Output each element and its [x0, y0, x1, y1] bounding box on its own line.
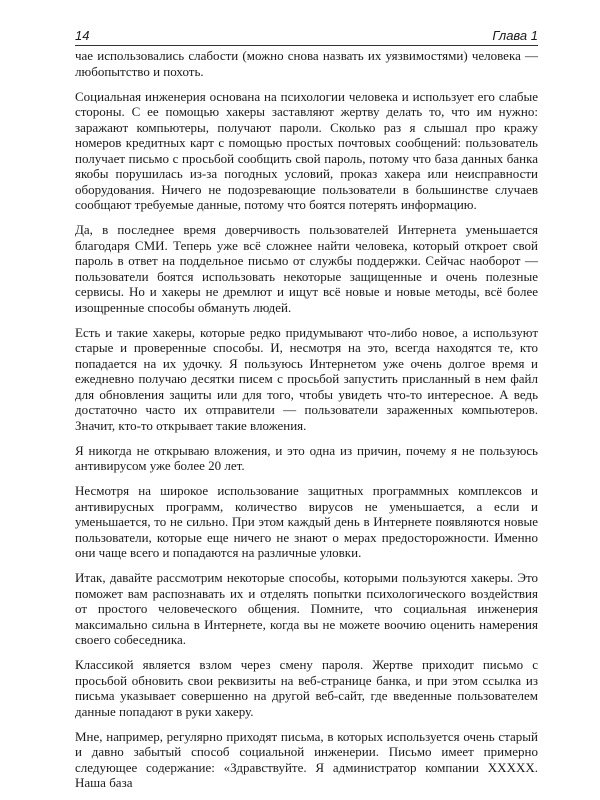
paragraph: Итак, давайте рассмотрим некоторые способы, которыми пользуются хакеры. Это поможет вам распознавать их и отделять попытки психологического воздействия от простого человеческого общения. Помните, что социальная инженерия максимально сильна в Интернете, когда вы не можете воочию оценить намерения своего собеседника. [75, 570, 538, 647]
paragraph: Несмотря на широкое использование защитных программных комплексов и антивирусных программ, количество вирусов не уменьшается, а если и уменьшается, то не сильно. При этом каждый день в Интернете появляются новые пользователи, которые еще ничего не знают о мерах предосторожности. Именно они чаще всего и попадаются на различные уловки. [75, 483, 538, 560]
paragraph: Есть и такие хакеры, которые редко придумывают что-либо новое, а используют старые и проверенные способы. И, несмотря на это, всегда находятся те, кто попадается на их удочку. Я пользуюсь Интернетом уже очень долгое время и ежедневно получаю десятки писем с просьбой запустить присланный в нем файл для обновления защиты или для того, чтобы увидеть что-то интересное. А ведь достаточно часто их отправители — пользователи зараженных компьютеров. Значит, кто-то открывает такие вложения. [75, 324, 538, 433]
paragraph: Социальная инженерия основана на психологии человека и использует его слабые стороны. С ее помощью хакеры заставляют жертву делать то, что им нужно: заражают компьютеры, получают пароли. Сколько раз я слышал про кражу номеров кредитных карт с помощью простых почтовых сообщений: пользователь получает письмо с просьбой сообщить свой пароль, потому что база данных банка якобы порушилась из-за погодных условий, проказ хакера или неисправности оборудования. Ничего не подозревающие пользователи в большинстве случаев сообщают требуемые данные, потому что боятся потерять информацию. [75, 88, 538, 212]
chapter-label: Глава 1 [492, 28, 538, 43]
paragraph: Классикой является взлом через смену пароля. Жертве приходит письмо с просьбой обновить свои реквизиты на веб-странице банка, и при этом ссылка из письма указывает совершенно на другой веб-сайт, где введенные пользователем данные попадают в руки хакеру. [75, 657, 538, 719]
body-text [75, 48, 538, 800]
paragraph: Я никогда не открываю вложения, и это одна из причин, почему я не пользуюсь антивирусом уже более 20 лет. [75, 442, 538, 473]
book-page [75, 0, 538, 790]
paragraph: Мне, например, регулярно приходят письма, в которых используется очень старый и давно забытый способ социальной инженерии. Письмо имеет примерно следующее содержание: «Здравствуйте. Я администратор компании ХХХХХ. Наша база [75, 728, 538, 790]
header-rule [75, 45, 538, 46]
page-number: 14 [75, 28, 90, 43]
paragraph: чае использовались слабости (можно снова назвать их уязвимостями) человека — любопытство и похоть. [75, 48, 538, 79]
running-head [75, 26, 538, 46]
paragraph: Да, в последнее время доверчивость пользователей Интернета уменьшается благодаря СМИ. Теперь уже всё сложнее найти человека, который откроет свой пароль в ответ на поддельное письмо от службы поддержки. Сейчас наоборот — пользователи боятся использовать некоторые защищенные и очень полезные сервисы. Но и хакеры не дремлют и ищут всё новые и новые методы, всё более изощренные способы обмануть людей. [75, 222, 538, 315]
